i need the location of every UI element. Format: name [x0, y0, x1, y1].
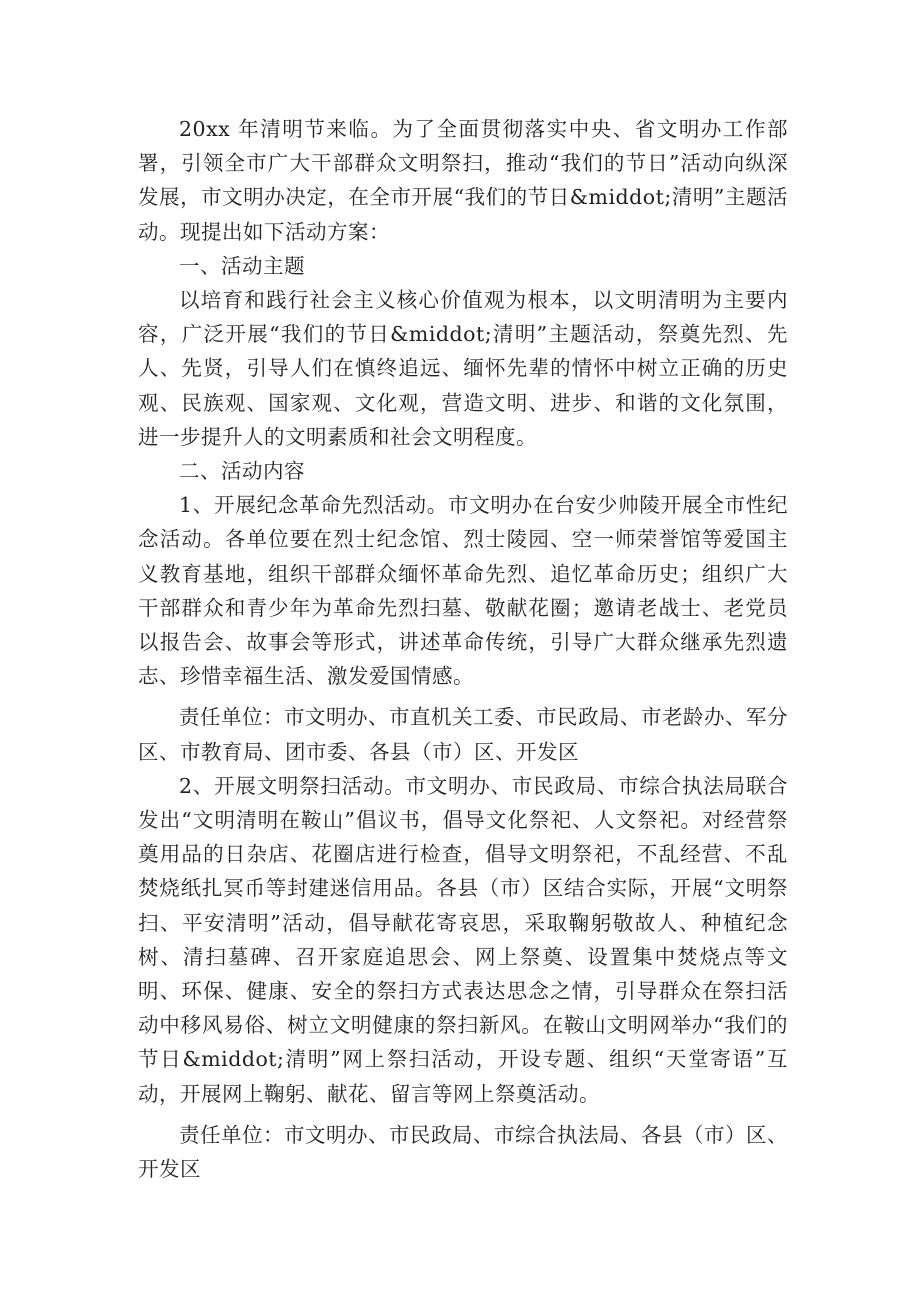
- section-heading-theme: 一、活动主题: [179, 253, 305, 278]
- section-heading-content: 二、活动内容: [179, 459, 305, 484]
- activity-2-paragraph: 2、开展文明祭扫活动。市文明办、市民政局、市综合执法局联合发出“文明清明在鞍山”倡议书，倡导文化祭祀、人文祭祀。对经营祭奠用品的日杂店、花圈店进行检查，倡导文明祭祀，不乱经营、不乱焚烧纸扎冥币等封建迷信用品。各县（市）区结合实际，开展“文明祭扫、平安清明”活动，倡导献花寄哀思，采取鞠躬敬故人、种植纪念树、清扫墓碑、召开家庭追思会、网上祭奠、设置集中焚烧点等文明、环保、健康、安全的祭扫方式表达思念之情，引导群众在祭扫活动中移风易俗、树立文明健康的祭扫新风。在鞍山文明网举办“我们的节日&middot;清明”网上祭扫活动，开设专题、组织“天堂寄语”互动，开展网上鞠躬、献花、留言等网上祭奠活动。: [138, 773, 788, 1106]
- activity-2-responsibility: 责任单位：市文明办、市民政局、市综合执法局、各县（市）区、开发区: [138, 1122, 788, 1182]
- activity-1-paragraph: 1、开展纪念革命先烈活动。市文明办在台安少帅陵开展全市性纪念活动。各单位要在烈士纪念馆、烈士陵园、空一师荣誉馆等爱国主义教育基地，组织干部群众缅怀革命先烈、追忆革命历史；组织广大干部群众和青少年为革命先烈扫墓、敬献花圈；邀请老战士、老党员以报告会、故事会等形式，讲述革命传统，引导广大群众继承先烈遗志、珍惜幸福生活、激发爱国情感。: [138, 493, 788, 689]
- document-body: [138, 112, 788, 1186]
- activity-1-responsibility: 责任单位：市文明办、市直机关工委、市民政局、市老龄办、军分区、市教育局、团市委、各县（市）区、开发区: [138, 705, 788, 764]
- theme-paragraph: 以培育和践行社会主义核心价值观为根本，以文明清明为主要内容，广泛开展“我们的节日&middot;清明”主题活动，祭奠先烈、先人、先贤，引导人们在慎终追远、缅怀先辈的情怀中树立正确的历史观、民族观、国家观、文化观，营造文明、进步、和谐的文化氛围，进一步提升人的文明素质和社会文明程度。: [138, 288, 788, 449]
- intro-paragraph: 20xx 年清明节来临。为了全面贯彻落实中央、省文明办工作部署，引领全市广大干部群众文明祭扫，推动“我们的节日”活动向纵深发展，市文明办决定，在全市开展“我们的节日&middot;清明”主题活动。现提出如下活动方案：: [138, 117, 788, 244]
